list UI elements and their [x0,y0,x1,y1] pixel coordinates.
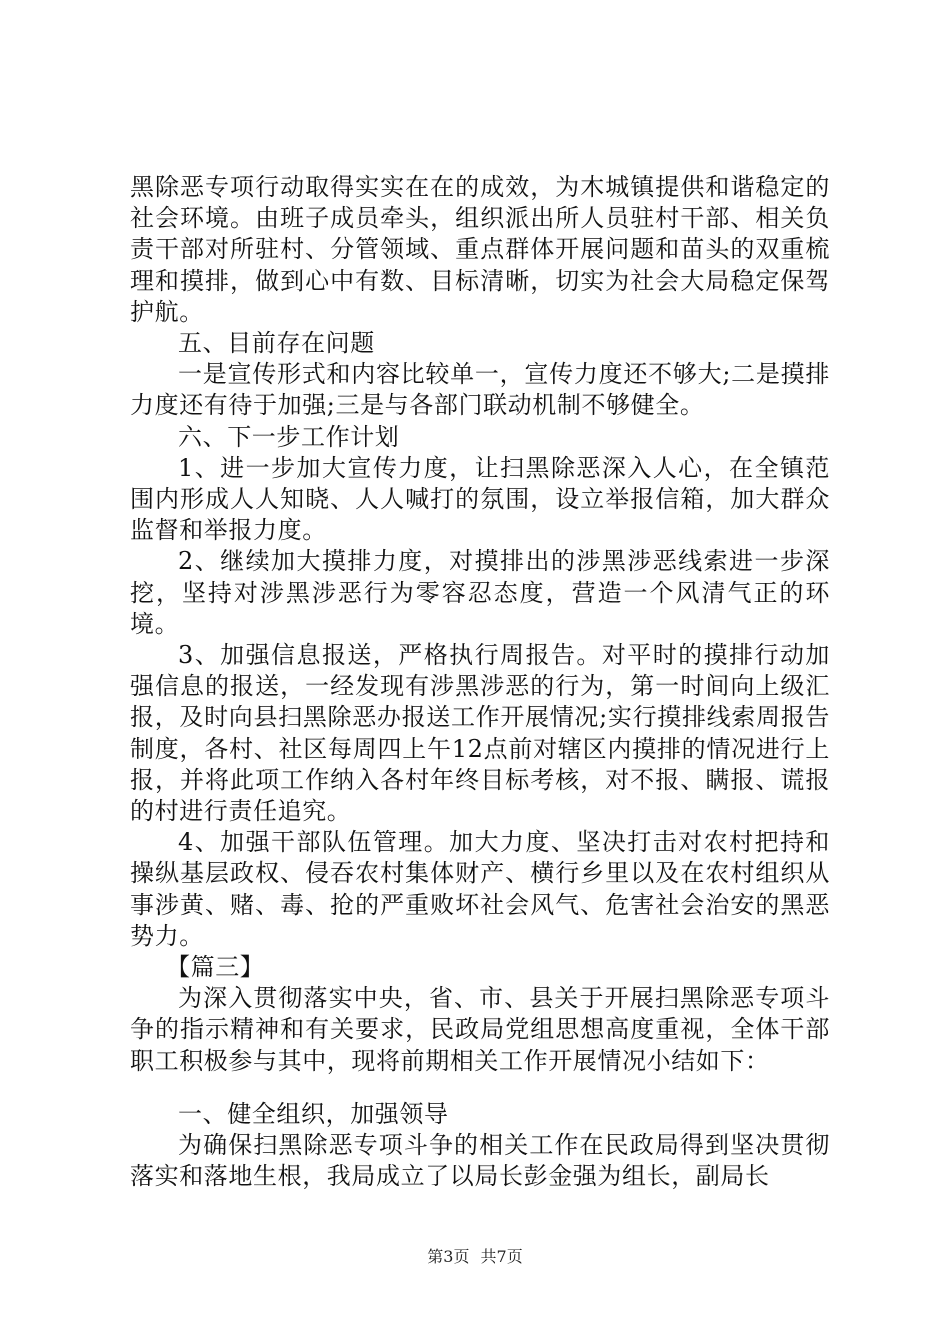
paragraph: 一是宣传形式和内容比较单一，宣传力度还不够大;二是摸排力度还有待于加强;三是与各部门联动机制不够健全。 [130,360,830,420]
paragraph: 3、加强信息报送，严格执行周报告。对平时的摸排行动加强信息的报送，一经发现有涉黑涉恶的行为，第一时间向上级汇报，及时向县扫黑除恶办报送工作开展情况;实行摸排线索周报告制度，各村、社区每周四上午12点前对辖区内摸排的情况进行上报，并将此项工作纳入各村年终目标考核，对不报、瞒报、谎报的村进行责任追究。 [130,641,830,826]
section-title: 【篇三】 [166,953,265,982]
section-heading: 五、目前存在问题 [178,329,375,358]
document-body [130,172,830,1193]
paragraph: 黑除恶专项行动取得实实在在的成效，为木城镇提供和谐稳定的社会环境。由班子成员牵头，组织派出所人员驻村干部、相关负责干部对所驻村、分管领域、重点群体开展问题和苗头的双重梳理和摸排，做到心中有数、目标清晰，切实为社会大局稳定保驾护航。 [130,173,830,326]
paragraph: 为深入贯彻落实中央，省、市、县关于开展扫黑除恶专项斗争的指示精神和有关要求，民政局党组思想高度重视，全体干部职工积极参与其中，现将前期相关工作开展情况小结如下： [130,984,830,1075]
paragraph: 4、加强干部队伍管理。加大力度、坚决打击对农村把持和操纵基层政权、侵吞农村集体财产、横行乡里以及在农村组织从事涉黄、赌、毒、抢的严重败坏社会风气、危害社会治安的黑恶势力。 [130,828,830,950]
paragraph: 2、继续加大摸排力度，对摸排出的涉黑涉恶线索进一步深挖，坚持对涉黑涉恶行为零容忍态度，营造一个风清气正的环境。 [130,547,830,638]
paragraph: 1、进一步加大宣传力度，让扫黑除恶深入人心，在全镇范围内形成人人知晓、人人喊打的氛围，设立举报信箱，加大群众监督和举报力度。 [130,453,830,545]
paragraph: 为确保扫黑除恶专项斗争的相关工作在民政局得到坚决贯彻落实和落地生根，我局成立了以局长彭金强为组长，副局长 [130,1131,830,1191]
page-footer [0,1244,950,1267]
section-heading: 一、健全组织，加强领导 [178,1099,449,1128]
page-number: 第3页 [427,1247,470,1266]
page-total: 共7页 [480,1247,523,1266]
section-heading: 六、下一步工作计划 [178,422,400,451]
paragraph-gap [130,1077,830,1099]
